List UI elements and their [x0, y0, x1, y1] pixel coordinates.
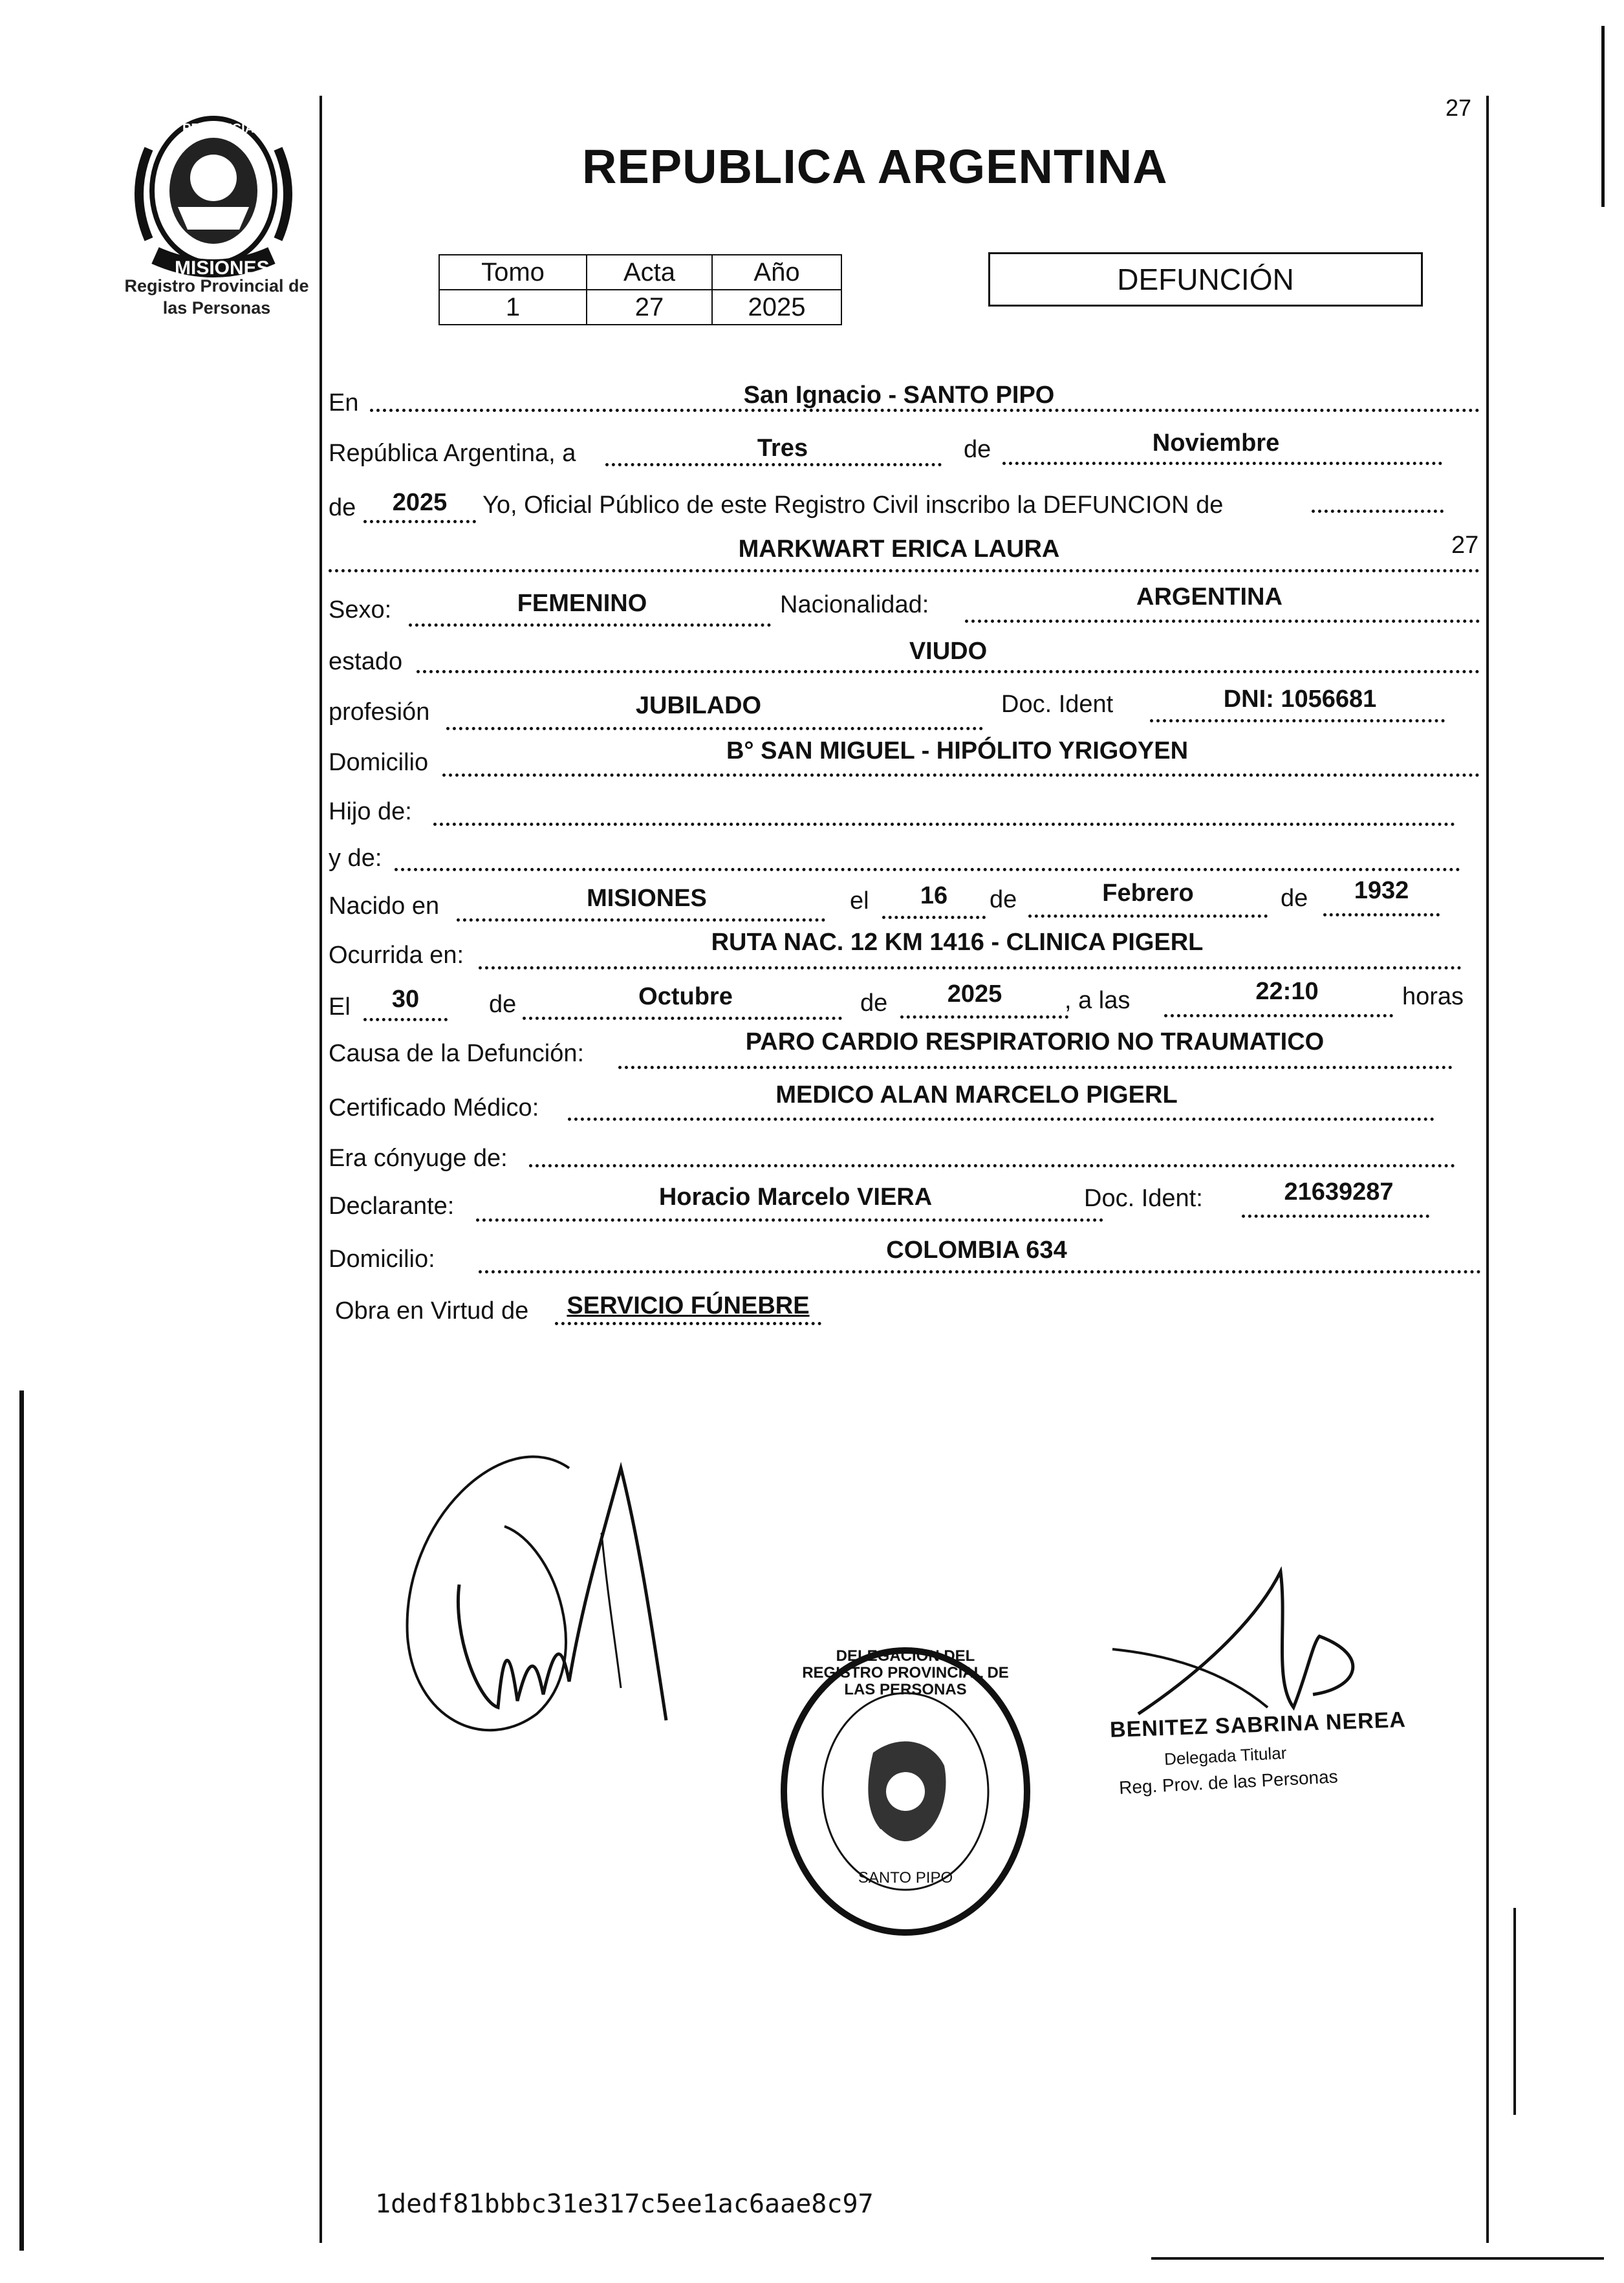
page-edge-line	[1601, 26, 1605, 207]
nacido-label: Nacido en	[329, 893, 440, 920]
document-hash: 1dedf81bbbc31e317c5ee1ac6aae8c97	[375, 2189, 874, 2219]
declarante-label: Declarante:	[329, 1193, 455, 1220]
birth-month: Febrero	[1102, 880, 1194, 907]
acta-number-value: 27	[587, 290, 712, 325]
province-coat-of-arms	[110, 110, 317, 285]
left-margin-line	[319, 96, 322, 2243]
stamp-ring-text: DELEGACION DEL REGISTRO PROVINCIAL DE LAS PERSONAS	[802, 1647, 1009, 1698]
stamp-inner-text: SANTO PIPO	[858, 1869, 953, 1887]
dotted-line	[476, 1218, 1103, 1222]
official-org: Reg. Prov. de las Personas	[1118, 1766, 1339, 1798]
de-label: de	[990, 886, 1017, 913]
declarante-doc-value: 21639287	[1284, 1178, 1394, 1206]
causa-label: Causa de la Defunción:	[329, 1040, 585, 1067]
month-value: Noviembre	[1152, 429, 1280, 457]
official-stamp	[776, 1643, 1035, 1940]
logo-text-bottom: MISIONES	[175, 257, 270, 279]
dotted-line	[433, 823, 1455, 826]
scan-edge-left	[19, 1390, 24, 2251]
acta-tomo-value: 1	[439, 290, 587, 325]
year-prefix-label: de	[329, 494, 356, 521]
dotted-line	[1150, 719, 1445, 722]
dotted-line	[446, 727, 983, 730]
dotted-line	[605, 463, 942, 466]
declarante-doc-label: Doc. Ident:	[1084, 1185, 1203, 1212]
profesion-value: JUBILADO	[635, 692, 762, 719]
dotted-line	[568, 1118, 1435, 1121]
domicilio-label: Domicilio	[329, 749, 429, 776]
estado-label: estado	[329, 648, 403, 675]
dotted-line	[900, 1015, 1068, 1019]
dotted-line	[523, 1017, 842, 1020]
dotted-line	[1312, 510, 1444, 513]
dotted-line	[363, 1018, 448, 1021]
nacido-value: MISIONES	[587, 885, 707, 912]
declarante-domicilio-value: COLOMBIA 634	[886, 1237, 1067, 1264]
death-month: Octubre	[638, 983, 733, 1010]
document-type-box: DEFUNCIÓN	[988, 252, 1423, 307]
domicilio-value: B° SAN MIGUEL - HIPÓLITO YRIGOYEN	[726, 737, 1189, 764]
dotted-line	[965, 620, 1480, 623]
birth-year: 1932	[1354, 877, 1409, 904]
doc-ident-label: Doc. Ident	[1001, 691, 1114, 718]
obra-value: SERVICIO FÚNEBRE	[567, 1292, 810, 1319]
page-edge-line-lower	[1513, 1908, 1516, 2115]
dotted-line	[1323, 913, 1440, 916]
en-label: En	[329, 389, 359, 417]
dotted-line	[555, 1322, 821, 1325]
dotted-line	[442, 774, 1480, 777]
official-signature	[1099, 1546, 1384, 1733]
acta-table	[438, 254, 842, 325]
republica-label: República Argentina, a	[329, 440, 576, 467]
dotted-line	[457, 918, 825, 922]
de-label: de	[860, 990, 888, 1017]
horas-label: horas	[1402, 983, 1464, 1010]
inscribo-text: Yo, Oficial Público de este Registro Civil inscribo la DEFUNCION de	[482, 492, 1224, 519]
dotted-line	[882, 916, 986, 919]
a-las-label: , a las	[1065, 987, 1131, 1014]
nacionalidad-label: Nacionalidad:	[780, 591, 929, 618]
dotted-line	[1028, 914, 1268, 918]
profesion-label: profesión	[329, 698, 430, 726]
en-value: San Ignacio - SANTO PIPO	[743, 382, 1055, 409]
dotted-line	[329, 569, 1480, 572]
dotted-line	[1164, 1014, 1393, 1017]
scan-edge-bottom	[1151, 2257, 1604, 2260]
death-time: 22:10	[1255, 978, 1319, 1005]
dotted-line	[409, 623, 771, 627]
dotted-line	[479, 966, 1462, 969]
acta-header: Acta	[587, 255, 712, 290]
official-role: Delegada Titular	[1164, 1743, 1287, 1769]
deceased-name: MARKWART ERICA LAURA	[738, 536, 1060, 563]
registro-label: Registro Provincial de las Personas	[124, 276, 309, 318]
dotted-line	[417, 670, 1480, 673]
dotted-line	[479, 1270, 1481, 1273]
ocurrida-value: RUTA NAC. 12 KM 1416 - CLINICA PIGERL	[711, 929, 1204, 956]
de-label: de	[489, 991, 517, 1018]
el-label: el	[850, 887, 869, 914]
right-margin-line	[1486, 96, 1489, 2243]
certificado-label: Certificado Médico:	[329, 1094, 539, 1121]
sexo-value: FEMENINO	[517, 590, 647, 617]
obra-label: Obra en Virtud de	[335, 1297, 529, 1325]
logo-text-top: PROVINCIA DE	[182, 122, 276, 136]
name-margin-number: 27	[1451, 532, 1479, 559]
death-day: 30	[391, 986, 420, 1013]
dotted-line	[363, 520, 476, 523]
declarante-domicilio-label: Domicilio:	[329, 1246, 435, 1273]
ocurrida-label: Ocurrida en:	[329, 942, 464, 969]
de-label: de	[964, 436, 991, 463]
nacionalidad-value: ARGENTINA	[1136, 583, 1283, 611]
dotted-line	[1242, 1215, 1429, 1218]
certificado-value: MEDICO ALAN MARCELO PIGERL	[775, 1081, 1178, 1109]
hijo-label: Hijo de:	[329, 798, 412, 825]
page-number-top: 27	[1445, 94, 1472, 121]
declarante-value: Horacio Marcelo VIERA	[658, 1184, 933, 1211]
dotted-line	[529, 1164, 1455, 1167]
day-value: Tres	[757, 435, 808, 462]
doc-ident-value: DNI: 1056681	[1223, 686, 1377, 713]
dotted-line	[395, 868, 1460, 871]
acta-year-value: 2025	[712, 290, 841, 325]
causa-value: PARO CARDIO RESPIRATORIO NO TRAUMATICO	[745, 1028, 1325, 1055]
birth-day: 16	[920, 882, 948, 909]
sexo-label: Sexo:	[329, 596, 392, 623]
dotted-line	[1002, 462, 1442, 465]
y-de-label: y de:	[329, 845, 382, 872]
page-title: REPUBLICA ARGENTINA	[582, 140, 1168, 193]
year-value: 2025	[392, 489, 448, 516]
official-name: BENITEZ SABRINA NEREA	[1109, 1707, 1407, 1742]
acta-header: Tomo	[439, 255, 587, 290]
dotted-line	[618, 1066, 1453, 1069]
declarant-signature	[388, 1442, 724, 1766]
conyuge-label: Era cónyuge de:	[329, 1145, 508, 1172]
death-year: 2025	[947, 980, 1002, 1008]
el-label: El	[329, 993, 351, 1021]
de-label: de	[1281, 885, 1308, 912]
acta-header: Año	[712, 255, 841, 290]
estado-value: VIUDO	[909, 638, 988, 665]
